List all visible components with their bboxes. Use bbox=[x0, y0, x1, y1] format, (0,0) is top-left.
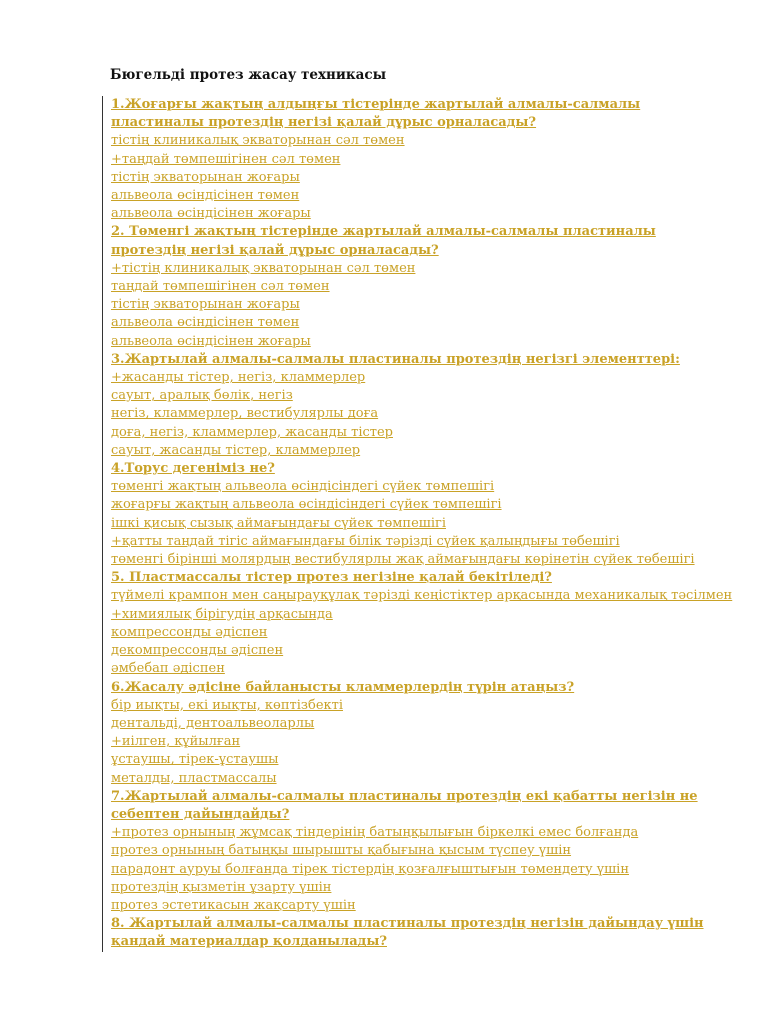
question-3[interactable]: 3.Жартылай алмалы-салмалы пластиналы протездің негізгі элементтері: bbox=[111, 351, 680, 367]
answer-5-2[interactable]: +химиялық бірігудің арқасында bbox=[111, 606, 333, 622]
answer-7-2[interactable]: протез орнының батыңқы шырышты қабығына қысым түспеу үшін bbox=[111, 843, 572, 859]
answer-6-1[interactable]: бір иықты, екі иықты, көптізбекті bbox=[111, 697, 343, 713]
question-list bbox=[102, 96, 731, 952]
answer-5-1[interactable]: түймелі крампон мен саңырауқұлақ тәрізді кеңістіктер арқасында механикалық тәсілмен bbox=[111, 588, 733, 604]
answer-7-3[interactable]: парадонт ауруы болғанда тірек тістердің қозғалғыштығын төмендету үшін bbox=[111, 861, 630, 877]
answer-6-2[interactable]: дентальді, дентоальвеоларлы bbox=[111, 715, 315, 731]
answer-4-1[interactable]: төменгі жақтың альвеола өсіндісіндегі сүйек төмпешігі bbox=[111, 479, 495, 495]
answer-2-2[interactable]: таңдай төмпешігінен сәл төмен bbox=[111, 279, 330, 295]
question-1[interactable]: 1.Жоғарғы жақтың алдыңғы тістерінде жартылай алмалы-салмалы пластиналы протездің негізі қалай дұрыс орналасады? bbox=[111, 97, 641, 131]
answer-3-2[interactable]: сауыт, аралық бөлік, негіз bbox=[111, 388, 293, 404]
answer-5-5[interactable]: әмбебап әдіспен bbox=[111, 661, 225, 677]
answer-5-4[interactable]: декомпрессонды әдіспен bbox=[111, 643, 284, 659]
answer-7-5[interactable]: протез эстетикасын жақсарту үшін bbox=[111, 897, 356, 913]
question-8[interactable]: 8. Жартылай алмалы-салмалы пластиналы протездің негізін дайындау үшін қандай материалдар қолданылады? bbox=[111, 916, 704, 950]
answer-2-3[interactable]: тістің экваторынан жоғары bbox=[111, 297, 300, 313]
page-title: Бюгельді протез жасау техникасы bbox=[110, 67, 387, 83]
answer-4-3[interactable]: ішкі қисық сызық аймағындағы сүйек төмпешігі bbox=[111, 515, 446, 531]
answer-6-5[interactable]: металды, пластмассалы bbox=[111, 770, 277, 786]
answer-3-1[interactable]: +жасанды тістер, негіз, кламмерлер bbox=[111, 370, 366, 386]
question-6[interactable]: 6.Жасалу әдісіне байланысты кламмерлердің түрін атаңыз? bbox=[111, 679, 575, 695]
answer-1-2[interactable]: +таңдай төмпешігінен сәл төмен bbox=[111, 151, 341, 167]
answer-1-4[interactable]: альвеола өсіндісінен төмен bbox=[111, 188, 300, 204]
answer-4-5[interactable]: төменгі бірінші молярдың вестибулярлы жақ аймағындағы көрінетін сүйек төбешігі bbox=[111, 552, 695, 568]
answer-2-1[interactable]: +тістің клиникалық экваторынан сәл төмен bbox=[111, 260, 416, 276]
answer-4-2[interactable]: жоғарғы жақтың альвеола өсіндісіндегі сүйек төмпешігі bbox=[111, 497, 502, 513]
answer-1-5[interactable]: альвеола өсіндісінен жоғары bbox=[111, 206, 311, 222]
answer-7-4[interactable]: протездің қызметін ұзарту үшін bbox=[111, 879, 332, 895]
answer-6-4[interactable]: ұстаушы, тірек-ұстаушы bbox=[111, 752, 279, 768]
answer-2-5[interactable]: альвеола өсіндісінен жоғары bbox=[111, 333, 311, 349]
answer-6-3[interactable]: +иілген, құйылған bbox=[111, 734, 241, 750]
question-5[interactable]: 5. Пластмассалы тістер протез негізіне қалай бекітіледі? bbox=[111, 570, 552, 586]
answer-3-4[interactable]: доға, негіз, кламмерлер, жасанды тістер bbox=[111, 424, 393, 440]
answer-3-5[interactable]: сауыт, жасанды тістер, кламмерлер bbox=[111, 442, 361, 458]
answer-4-4[interactable]: +қатты таңдай тігіс аймағындағы білік тәрізді сүйек қалыңдығы төбешігі bbox=[111, 533, 620, 549]
answer-3-3[interactable]: негіз, кламмерлер, вестибулярлы доға bbox=[111, 406, 379, 422]
question-2[interactable]: 2. Төменгі жақтың тістерінде жартылай алмалы-салмалы пластиналы протездің негізі қалай дұрыс орналасады? bbox=[111, 224, 656, 258]
answer-2-4[interactable]: альвеола өсіндісінен төмен bbox=[111, 315, 300, 331]
answer-7-1[interactable]: +протез орнының жұмсақ тіндерінің батыңқылығын біркелкі емес болғанда bbox=[111, 825, 639, 841]
question-7[interactable]: 7.Жартылай алмалы-салмалы пластиналы протездің екі қабатты негізін не себептен дайындайды? bbox=[111, 788, 698, 822]
answer-1-3[interactable]: тістің экваторынан жоғары bbox=[111, 169, 300, 185]
answer-5-3[interactable]: компрессонды әдіспен bbox=[111, 624, 268, 640]
question-4[interactable]: 4.Торус дегеніміз не? bbox=[111, 461, 275, 477]
answer-1-1[interactable]: тістің клиникалық экваторынан сәл төмен bbox=[111, 133, 405, 149]
